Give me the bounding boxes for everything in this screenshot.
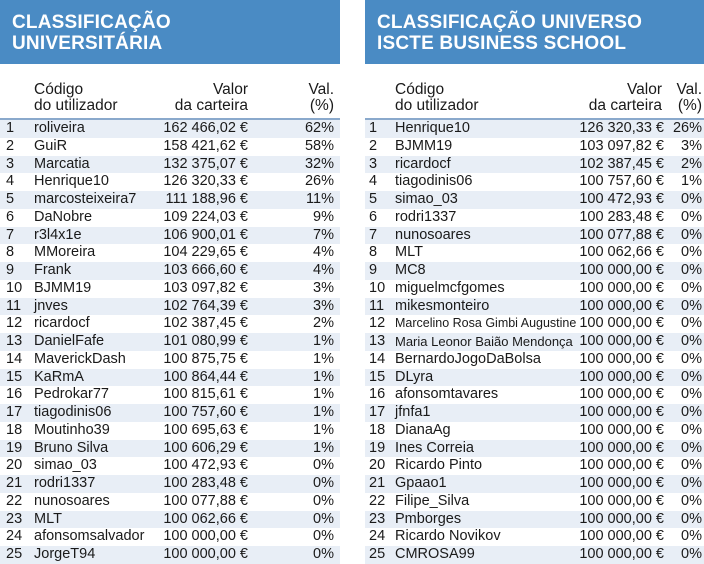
portfolio-value-cell: 100 472,93 € [579,191,664,207]
rank-cell: 15 [369,368,386,385]
user-code-cell: Henrique10 [34,173,109,190]
portfolio-value-cell: 162 466,02 € [163,120,248,136]
change-percent-cell: 0% [681,368,702,385]
user-code-cell: miguelmcfgomes [395,279,505,296]
change-percent-cell: 1% [313,350,334,367]
table-row [0,138,340,156]
user-code-cell: DLyra [395,368,434,385]
change-percent-cell: 2% [313,315,334,332]
user-code-cell: Maria Leonor Baião Mendonça [395,334,573,349]
change-percent-cell: 9% [313,208,334,225]
header-change-percent: Val. (%) [308,81,334,114]
portfolio-value-cell: 158 421,62 € [163,137,248,154]
user-code-cell: tiagodinis06 [34,404,112,420]
table-row [0,457,340,475]
portfolio-value-cell: 100 000,00 € [579,492,664,509]
change-percent-cell: 1% [313,439,334,456]
university-ranking-rows [0,120,340,564]
table-row [0,333,340,351]
table-row [0,209,340,227]
table-row [0,351,340,369]
table-row [365,333,704,351]
table-row [365,173,704,191]
change-percent-cell: 0% [313,546,334,562]
rank-cell: 10 [6,279,23,296]
portfolio-value-cell: 100 875,75 € [163,350,248,367]
user-code-cell: Ines Correia [395,439,474,456]
portfolio-value-cell: 132 375,07 € [163,155,248,172]
user-code-cell: Pedrokar77 [34,386,109,403]
change-percent-cell: 0% [681,439,702,456]
table-row [0,298,340,316]
user-code-cell: marcosteixeira7 [34,191,137,207]
table-row [0,227,340,245]
table-row [365,191,704,209]
rank-cell: 16 [369,386,386,403]
change-percent-cell: 0% [681,191,702,207]
user-code-cell: rodri1337 [395,208,457,225]
table-row [0,475,340,493]
change-percent-cell: 0% [681,546,702,562]
change-percent-cell: 3% [681,137,702,154]
portfolio-value-cell: 100 000,00 € [579,404,664,420]
header-portfolio-value: Valor da carteira [174,81,248,114]
change-percent-cell: 0% [313,510,334,527]
user-code-cell: DaNobre [34,208,93,225]
portfolio-value-cell: 100 757,60 € [579,173,664,190]
user-code-cell: Frank [34,262,72,278]
change-percent-cell: 0% [313,475,334,491]
table-row [0,493,340,511]
portfolio-value-cell: 100 864,44 € [163,368,248,385]
user-code-cell: BernardoJogoDaBolsa [395,350,541,367]
rank-cell: 14 [6,350,23,367]
change-percent-cell: 0% [681,350,702,367]
portfolio-value-cell: 100 606,29 € [163,439,248,456]
change-percent-cell: 26% [304,173,334,190]
table-row [365,440,704,458]
rank-cell: 20 [369,457,386,474]
portfolio-value-cell: 104 229,65 € [163,244,248,261]
user-code-cell: KaRmA [34,368,84,385]
portfolio-value-cell: 126 320,33 € [163,173,248,190]
rank-cell: 24 [6,528,23,545]
table-row [365,227,704,245]
portfolio-value-cell: 103 097,82 € [579,137,664,154]
portfolio-value-cell: 102 387,45 € [163,315,248,332]
portfolio-value-cell: 100 000,00 € [579,279,664,296]
portfolio-value-cell: 100 000,00 € [579,297,664,314]
user-code-cell: Henrique10 [395,120,470,136]
rank-cell: 25 [369,546,386,562]
change-percent-cell: 0% [681,421,702,438]
change-percent-cell: 0% [681,492,702,509]
table-row [365,528,704,546]
rank-cell: 17 [369,404,386,420]
rank-cell: 20 [6,457,23,474]
user-code-cell: ricardocf [395,155,451,172]
user-code-cell: MMoreira [34,244,96,261]
table-row [0,280,340,298]
table-row [0,191,340,209]
change-percent-cell: 1% [313,404,334,420]
rank-cell: 24 [369,528,386,545]
table-row [0,173,340,191]
rank-cell: 8 [369,244,378,261]
table-row [365,546,704,564]
portfolio-value-cell: 100 000,00 € [579,528,664,545]
header-portfolio-value: Valor da carteira [588,81,662,114]
user-code-cell: DianaAg [395,421,451,438]
rank-cell: 4 [369,173,378,190]
change-percent-cell: 1% [681,173,702,190]
change-percent-cell: 0% [681,279,702,296]
portfolio-value-cell: 100 077,88 € [579,226,664,243]
change-percent-cell: 4% [313,262,334,278]
change-percent-cell: 1% [313,421,334,438]
user-code-cell: simao_03 [34,457,97,474]
rank-cell: 1 [369,120,378,136]
portfolio-value-cell: 103 666,60 € [163,262,248,278]
change-percent-cell: 0% [681,475,702,491]
rank-cell: 21 [369,475,386,491]
iscte-ranking-title-line1: CLASSIFICAÇÃO UNIVERSO [377,12,643,33]
table-row [365,475,704,493]
portfolio-value-cell: 109 224,03 € [163,208,248,225]
iscte-ranking-title-line2: ISCTE BUSINESS SCHOOL [377,33,627,54]
rank-cell: 6 [369,208,378,225]
change-percent-cell: 7% [313,226,334,243]
portfolio-value-cell: 100 695,63 € [163,421,248,438]
rank-cell: 19 [6,439,23,456]
portfolio-value-cell: 100 077,88 € [163,492,248,509]
rank-cell: 22 [6,492,23,509]
table-row [0,386,340,404]
change-percent-cell: 0% [681,386,702,403]
table-row [365,244,704,262]
change-percent-cell: 0% [681,315,702,332]
rank-cell: 2 [6,137,15,154]
user-code-cell: tiagodinis06 [395,173,473,190]
user-code-cell: afonsomsalvador [34,528,145,545]
user-code-cell: MC8 [395,262,426,278]
change-percent-cell: 0% [681,226,702,243]
change-percent-cell: 26% [672,120,702,136]
university-ranking-banner [0,0,340,64]
table-row [365,138,704,156]
table-row [0,528,340,546]
header-user-code: Código do utilizador [395,81,479,114]
user-code-cell: jfnfa1 [395,404,431,420]
iscte-table-header [365,64,704,118]
portfolio-value-cell: 100 000,00 € [579,368,664,385]
change-percent-cell: 0% [313,492,334,509]
table-row [365,262,704,280]
change-percent-cell: 1% [313,333,334,349]
user-code-cell: Ricardo Novikov [395,528,501,545]
change-percent-cell: 0% [313,457,334,474]
user-code-cell: nunosoares [34,492,110,509]
university-ranking-title-line1: CLASSIFICAÇÃO [12,12,171,33]
table-row [365,493,704,511]
user-code-cell: jnves [34,297,68,314]
university-ranking-panel [0,0,340,564]
portfolio-value-cell: 111 188,96 € [165,191,248,207]
user-code-cell: afonsomtavares [395,386,499,403]
rank-cell: 13 [6,333,23,349]
table-row [0,422,340,440]
rank-cell: 12 [6,315,23,332]
user-code-cell: BJMM19 [395,137,453,154]
table-row [365,298,704,316]
user-code-cell: Gpaao1 [395,475,447,491]
table-row [365,511,704,529]
rank-cell: 16 [6,386,23,403]
portfolio-value-cell: 101 080,99 € [163,333,248,349]
change-percent-cell: 0% [681,244,702,261]
table-row [365,422,704,440]
change-percent-cell: 0% [681,333,702,349]
portfolio-value-cell: 102 764,39 € [163,297,248,314]
user-code-cell: Ricardo Pinto [395,457,483,474]
table-row [0,369,340,387]
portfolio-value-cell: 100 000,00 € [579,439,664,456]
change-percent-cell: 0% [681,262,702,278]
user-code-cell: Pmborges [395,510,462,527]
iscte-ranking-panel [365,0,704,564]
table-row [365,369,704,387]
rank-cell: 4 [6,173,15,190]
user-code-cell: mikesmonteiro [395,297,490,314]
iscte-ranking-banner [365,0,704,64]
table-row [0,404,340,422]
change-percent-cell: 58% [304,137,334,154]
rank-cell: 2 [369,137,378,154]
rank-cell: 13 [369,333,386,349]
portfolio-value-cell: 100 283,48 € [163,475,248,491]
rank-cell: 18 [369,421,386,438]
table-row [365,386,704,404]
change-percent-cell: 0% [681,457,702,474]
portfolio-value-cell: 100 000,00 € [163,528,248,545]
rank-cell: 21 [6,475,23,491]
portfolio-value-cell: 100 000,00 € [579,457,664,474]
table-row [365,156,704,174]
rank-cell: 15 [6,368,23,385]
table-row [0,440,340,458]
header-change-percent: Val. (%) [676,81,702,114]
portfolio-value-cell: 100 000,00 € [579,475,664,491]
portfolio-value-cell: 100 000,00 € [579,262,664,278]
table-row [0,511,340,529]
university-ranking-title-line2: UNIVERSITÁRIA [12,33,163,54]
table-row [365,280,704,298]
table-row [365,457,704,475]
user-code-cell: JorgeT94 [34,546,96,562]
rank-cell: 6 [6,208,15,225]
rank-cell: 5 [369,191,378,207]
user-code-cell: CMROSA99 [395,546,475,562]
change-percent-cell: 0% [681,404,702,420]
change-percent-cell: 0% [681,297,702,314]
rank-cell: 25 [6,546,23,562]
table-row [365,351,704,369]
portfolio-value-cell: 100 000,00 € [579,510,664,527]
portfolio-value-cell: 103 097,82 € [163,279,248,296]
user-code-cell: rodri1337 [34,475,96,491]
portfolio-value-cell: 100 000,00 € [579,315,664,332]
user-code-cell: BJMM19 [34,279,92,296]
rank-cell: 10 [369,279,386,296]
rank-cell: 9 [369,262,378,278]
change-percent-cell: 4% [313,244,334,261]
portfolio-value-cell: 100 757,60 € [163,404,248,420]
user-code-cell: Marcatia [34,155,90,172]
rank-cell: 1 [6,120,15,136]
university-table-header [0,64,340,118]
change-percent-cell: 0% [313,528,334,545]
user-code-cell: Moutinho39 [34,421,110,438]
user-code-cell: Filipe_Silva [395,492,470,509]
change-percent-cell: 11% [306,191,334,207]
user-code-cell: Marcelino Rosa Gimbi Augustine [395,316,577,331]
portfolio-value-cell: 100 000,00 € [579,333,664,349]
user-code-cell: MLT [395,244,423,261]
change-percent-cell: 1% [313,386,334,403]
rank-cell: 19 [369,439,386,456]
table-row [365,120,704,138]
table-row [0,262,340,280]
user-code-cell: DanielFafe [34,333,105,349]
portfolio-value-cell: 100 000,00 € [579,421,664,438]
rank-cell: 22 [369,492,386,509]
table-row [0,244,340,262]
portfolio-value-cell: 100 815,61 € [163,386,248,403]
portfolio-value-cell: 100 000,00 € [163,546,248,562]
rank-cell: 3 [369,155,378,172]
portfolio-value-cell: 100 000,00 € [579,386,664,403]
portfolio-value-cell: 106 900,01 € [163,226,248,243]
table-row [365,209,704,227]
user-code-cell: r3l4x1e [34,226,82,243]
rank-cell: 14 [369,350,386,367]
rank-cell: 11 [6,297,22,314]
rank-cell: 7 [6,226,15,243]
user-code-cell: GuiR [34,137,68,154]
table-row [365,404,704,422]
rank-cell: 12 [369,315,386,332]
portfolio-value-cell: 100 472,93 € [163,457,248,474]
user-code-cell: MLT [34,510,62,527]
change-percent-cell: 0% [681,510,702,527]
change-percent-cell: 3% [313,297,334,314]
change-percent-cell: 32% [304,155,334,172]
rank-cell: 23 [369,510,386,527]
change-percent-cell: 62% [304,120,334,136]
header-user-code: Código do utilizador [34,81,118,114]
user-code-cell: ricardocf [34,315,90,332]
rank-cell: 9 [6,262,15,278]
user-code-cell: MaverickDash [34,350,126,367]
change-percent-cell: 0% [681,528,702,545]
user-code-cell: Bruno Silva [34,439,109,456]
portfolio-value-cell: 102 387,45 € [579,155,664,172]
table-row [0,156,340,174]
user-code-cell: roliveira [34,120,85,136]
rank-cell: 8 [6,244,15,261]
user-code-cell: simao_03 [395,191,458,207]
rank-cell: 17 [6,404,23,420]
portfolio-value-cell: 100 283,48 € [579,208,664,225]
portfolio-value-cell: 100 062,66 € [579,244,664,261]
portfolio-value-cell: 100 062,66 € [163,510,248,527]
table-row [0,315,340,333]
change-percent-cell: 0% [681,208,702,225]
rank-cell: 18 [6,421,23,438]
rank-cell: 11 [369,297,385,314]
rank-cell: 3 [6,155,15,172]
portfolio-value-cell: 126 320,33 € [579,120,664,136]
table-row [0,120,340,138]
rank-cell: 7 [369,226,378,243]
table-row [365,315,704,333]
rank-cell: 23 [6,510,23,527]
portfolio-value-cell: 100 000,00 € [579,546,664,562]
portfolio-value-cell: 100 000,00 € [579,350,664,367]
change-percent-cell: 2% [681,155,702,172]
iscte-ranking-rows [365,120,704,564]
change-percent-cell: 3% [313,279,334,296]
table-row [0,546,340,564]
rank-cell: 5 [6,191,15,207]
change-percent-cell: 1% [313,368,334,385]
user-code-cell: nunosoares [395,226,471,243]
